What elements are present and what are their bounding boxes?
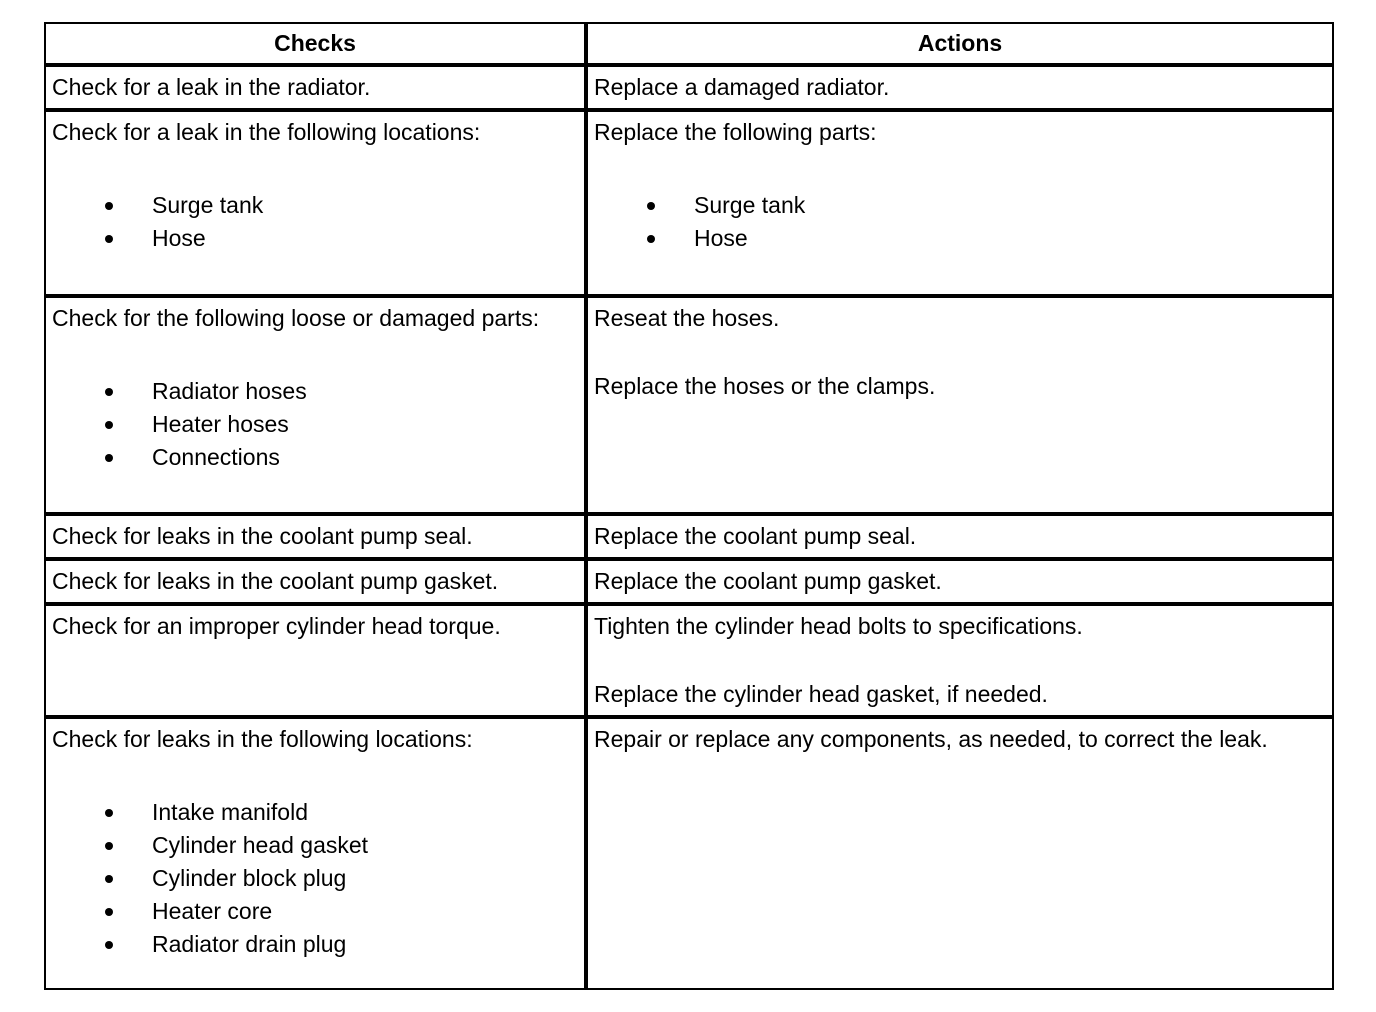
list-item: Radiator hoses xyxy=(102,375,578,408)
table-row xyxy=(44,514,1334,559)
check-bullet-list xyxy=(52,375,578,474)
actions-column-header: Actions xyxy=(587,22,1334,65)
list-item: Heater core xyxy=(102,895,578,928)
check-text: Check for leaks in the following locations: xyxy=(52,726,473,752)
action-cell xyxy=(587,604,1334,717)
list-item: Heater hoses xyxy=(102,408,578,441)
table-header-row xyxy=(44,22,1334,65)
check-cell xyxy=(44,604,587,717)
check-cell xyxy=(44,717,587,990)
list-item: Cylinder block plug xyxy=(102,862,578,895)
action-cell xyxy=(587,717,1334,990)
action-text: Repair or replace any components, as needed, to correct the leak. xyxy=(594,726,1268,752)
check-bullet-list xyxy=(52,796,578,961)
list-item: Hose xyxy=(102,222,578,255)
action-text: Replace the coolant pump gasket. xyxy=(594,568,942,594)
list-item: Connections xyxy=(102,441,578,474)
checks-actions-table xyxy=(44,22,1334,990)
action-cell xyxy=(587,514,1334,559)
check-text: Check for leaks in the coolant pump seal. xyxy=(52,523,473,549)
checks-column-header: Checks xyxy=(44,22,587,65)
list-item: Cylinder head gasket xyxy=(102,829,578,862)
check-text: Check for the following loose or damaged parts: xyxy=(52,305,540,331)
list-item: Radiator drain plug xyxy=(102,928,578,961)
action-text: Replace the cylinder head gasket, if needed. xyxy=(594,681,1048,707)
check-text: Check for an improper cylinder head torque. xyxy=(52,613,501,639)
check-text: Check for leaks in the coolant pump gasket. xyxy=(52,568,499,594)
table-row xyxy=(44,65,1334,110)
list-item: Intake manifold xyxy=(102,796,578,829)
list-item: Surge tank xyxy=(644,189,1326,222)
action-text: Replace the following parts: xyxy=(594,119,877,145)
action-text: Replace a damaged radiator. xyxy=(594,74,890,100)
action-cell xyxy=(587,110,1334,296)
table-row xyxy=(44,717,1334,990)
action-cell xyxy=(587,559,1334,604)
table-row xyxy=(44,296,1334,514)
table-row xyxy=(44,559,1334,604)
check-cell xyxy=(44,65,587,110)
check-text: Check for a leak in the following locations: xyxy=(52,119,481,145)
list-item: Surge tank xyxy=(102,189,578,222)
action-cell xyxy=(587,65,1334,110)
action-cell xyxy=(587,296,1334,514)
action-text: Replace the coolant pump seal. xyxy=(594,523,917,549)
action-text: Replace the hoses or the clamps. xyxy=(594,373,936,399)
check-text: Check for a leak in the radiator. xyxy=(52,74,371,100)
check-cell xyxy=(44,559,587,604)
action-text: Reseat the hoses. xyxy=(594,305,780,331)
action-text: Tighten the cylinder head bolts to specifications. xyxy=(594,613,1083,639)
table-row xyxy=(44,110,1334,296)
check-cell xyxy=(44,296,587,514)
list-item: Hose xyxy=(644,222,1326,255)
check-bullet-list xyxy=(52,189,578,255)
check-cell xyxy=(44,514,587,559)
table-row xyxy=(44,604,1334,717)
action-bullet-list xyxy=(594,189,1326,255)
check-cell xyxy=(44,110,587,296)
